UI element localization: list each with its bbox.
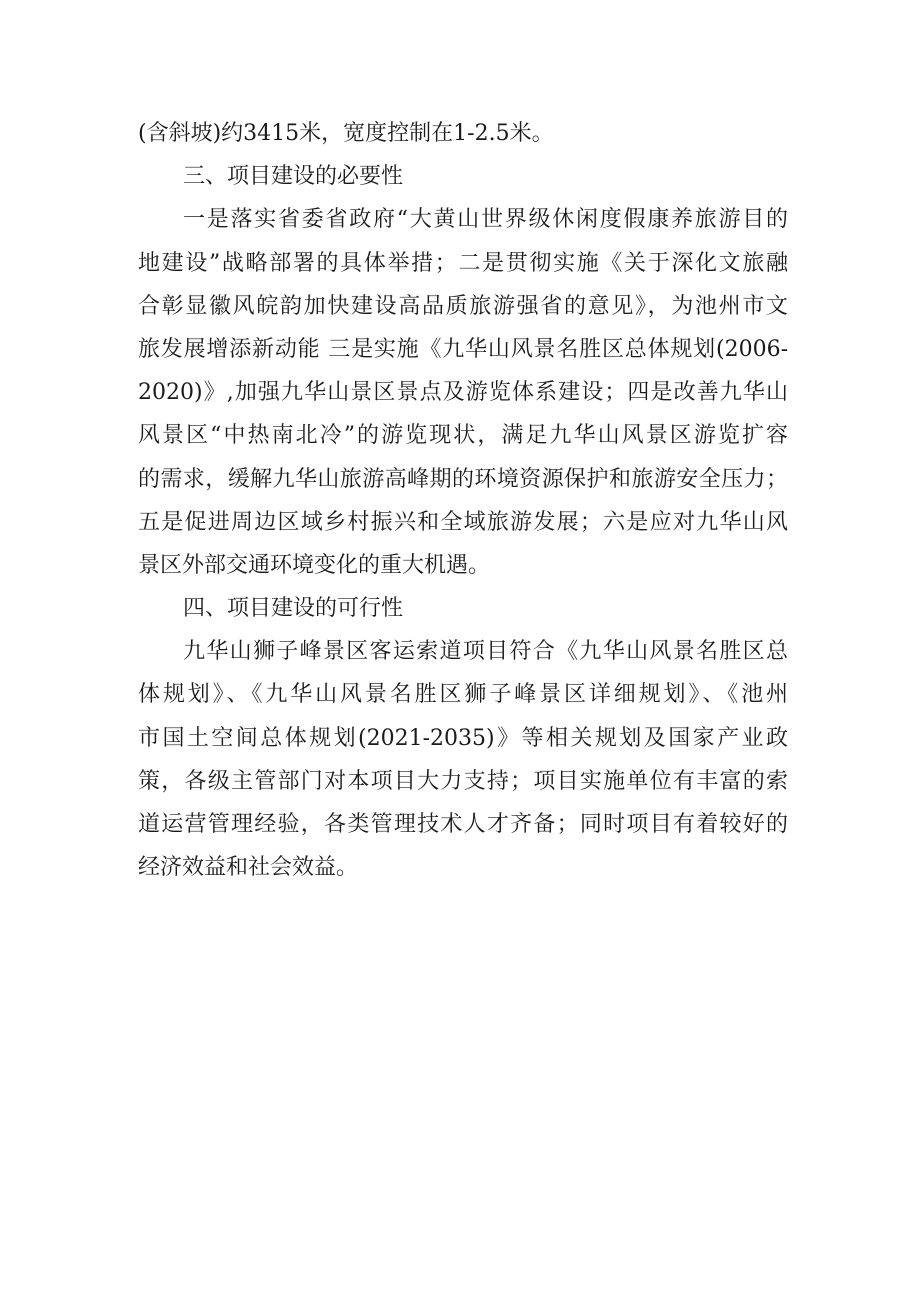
paragraph-line: 五是促进周边区域乡村振兴和全域旅游发展；六是应对九华山风 <box>138 509 788 535</box>
paragraph-line: 风景区“中热南北冷”的游览现状，满足九华山风景区游览扩容 <box>138 423 788 449</box>
paragraph-line: 合彰显徽风皖韵加快建设高品质旅游强省的意见》，为池州市文 <box>138 293 788 319</box>
paragraph-line: 策，各级主管部门对本项目大力支持；项目实施单位有丰富的索 <box>138 768 788 794</box>
paragraph-line: 一是落实省委省政府“大黄山世界级休闲度假康养旅游目的 <box>183 207 788 233</box>
paragraph-line: 道运营管理经验，各类管理技术人才齐备；同时项目有着较好的 <box>138 812 788 837</box>
paragraph-line: 2020)》,加强九华山景区景点及游览体系建设；四是改善九华山 <box>138 380 788 406</box>
paragraph-line: 旅发展增添新动能 三是实施《九华山风景名胜区总体规划(2006- <box>138 336 788 362</box>
paragraph-line: (含斜坡)约3415米，宽度控制在1-2.5米。 <box>138 121 554 146</box>
section-heading: 四、项目建设的可行性 <box>183 596 404 622</box>
document-body <box>138 112 788 889</box>
paragraph-line: 地建设”战略部署的具体举措；二是贯彻实施《关于深化文旅融 <box>138 250 788 276</box>
paragraph-line: 体规划》、《九华山风景名胜区狮子峰景区详细规划》、《池州 <box>138 682 788 708</box>
paragraph-line: 经济效益和社会效益。 <box>138 855 359 881</box>
paragraph-line: 九华山狮子峰景区客运索道项目符合《九华山风景名胜区总 <box>183 639 788 665</box>
paragraph-line: 景区外部交通环境变化的重大机遇。 <box>138 552 491 578</box>
paragraph-line: 市国土空间总体规划(2021-2035)》等相关规划及国家产业政 <box>138 725 788 751</box>
paragraph-line: 的需求，缓解九华山旅游高峰期的环境资源保护和旅游安全压力； <box>138 466 788 492</box>
section-heading: 三、项目建设的必要性 <box>183 164 404 190</box>
